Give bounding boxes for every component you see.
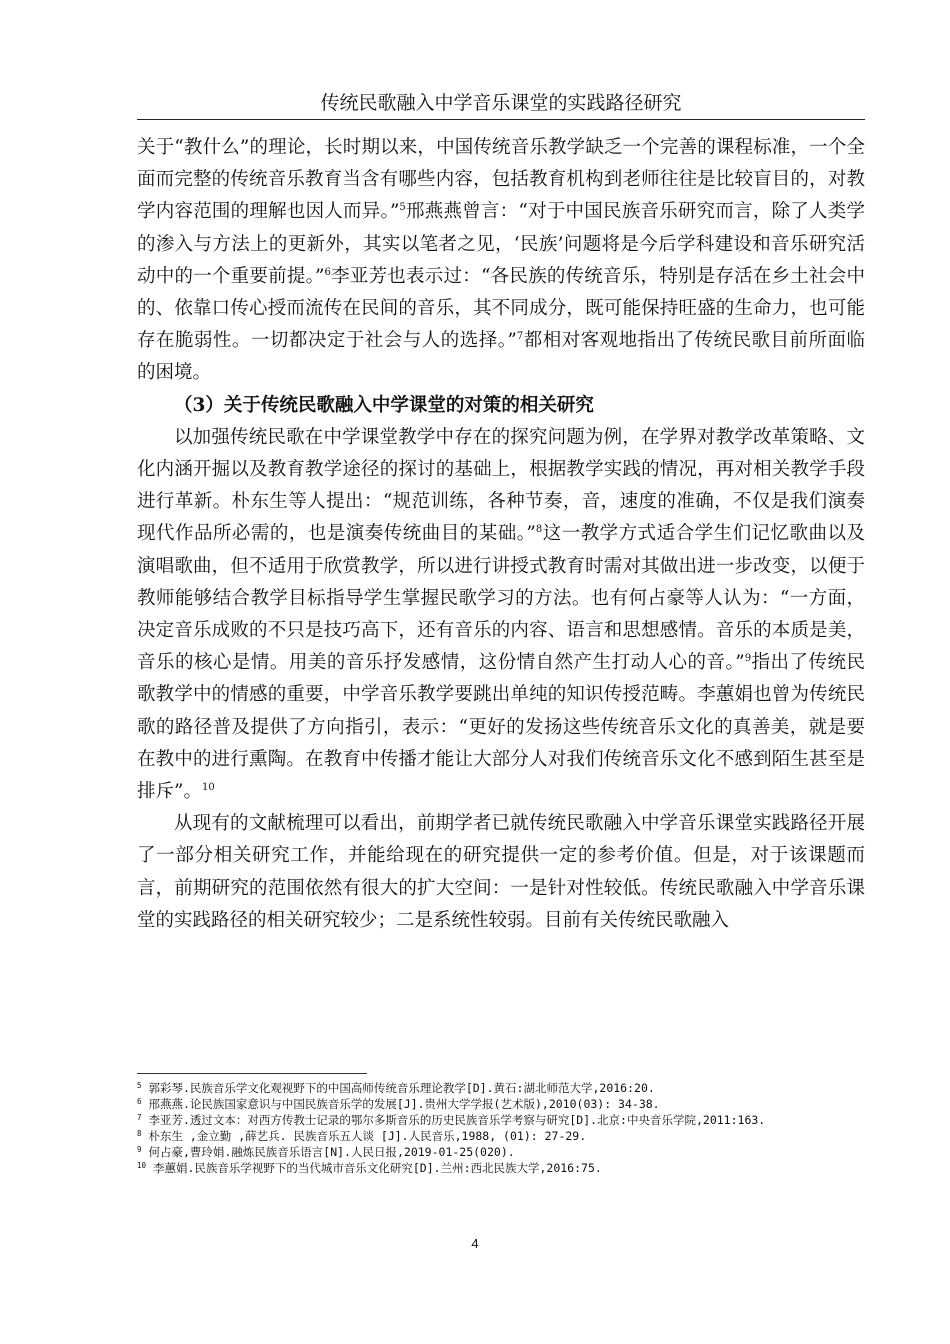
footnote-8: $^8$ 朴东生 ,金立勤 ,薛艺兵. 民族音乐五人谈 [J].人民音乐,1988, (01): 27-29.	[137, 1129, 587, 1143]
page-number: 4	[471, 1236, 479, 1251]
header-rule	[137, 119, 865, 120]
paragraph-1: 关于“教什么”的理论，长时期以来，中国传统音乐教学缺乏一个完善的课程标准，一个全面而完整的传统音乐教育当含有哪些内容，包括教育机构到老师往往是比较盲目的，对教学内容范围的理解也因人而异。”$^5$邢燕燕曾言：“对于中国民族音乐研究而言，除了人类学的渗入与方法上的更新外，其实以笔者之见，‘民族’问题将是今后学科建设和音乐研究活动中的一个重要前提。”$^6$李亚芳也表示过：“各民族的传统音乐，特别是存活在乡土社会中的、依靠口传心授而流传在民间的音乐，其不同成分，既可能保持旺盛的生命力，也可能存在脆弱性。一切都决定于社会与人的选择。”$^7$都相对客观地指出了传统民歌目前所面临的困境。	[137, 137, 865, 384]
footnote-6: $^6$ 邢燕燕.论民族国家意识与中国民族音乐学的发展[J].贵州大学学报(艺术版),2010(03): 34-38.	[137, 1097, 660, 1111]
paragraph-3: 从现有的文献梳理可以看出，前期学者已就传统民歌融入中学音乐课堂实践路径开展了一部分相关研究工作，并能给现在的研究提供一定的参考价值。但是，对于该课题而言，前期研究的范围依然有很大的扩大空间：一是针对性较低。传统民歌融入中学音乐课堂的实践路径的相关研究较少；二是系统性较弱。目前有关传统民歌融入	[137, 813, 865, 931]
footnote-ref-6[interactable]: 6	[324, 266, 331, 278]
footnote-rule	[137, 1073, 367, 1074]
footnote-ref-10[interactable]: 10	[201, 782, 215, 794]
section-subheading: （3）关于传统民歌融入中学课堂的对策的相关研究	[174, 394, 594, 416]
footnote-5: $^5$ 郭彩琴.民族音乐学文化观视野下的中国高师传统音乐理论教学[D].黄石:湖北师范大学,2016:20.	[137, 1081, 655, 1095]
footnote-ref-7[interactable]: 7	[516, 331, 524, 343]
body-text	[137, 132, 865, 937]
footnotes	[137, 1080, 865, 1176]
footnote-10: $^{10}$ 李蕙娟.民族音乐学视野下的当代城市音乐文化研究[D].兰州:西北民族大学,2016:75.	[137, 1161, 602, 1175]
footnote-ref-8[interactable]: 8	[535, 524, 543, 536]
running-header	[137, 90, 865, 116]
footnote-7: $^7$ 李亚芳.透过文本：对西方传教士记录的鄂尔多斯音乐的历史民族音乐学考察与研究[D].北京:中央音乐学院,2011:163.	[137, 1113, 766, 1127]
running-header-title: 传统民歌融入中学音乐课堂的实践路径研究	[320, 92, 682, 114]
footnote-ref-9[interactable]: 9	[744, 653, 752, 665]
footnote-ref-5[interactable]: 5	[399, 202, 406, 214]
footnote-9: $^9$ 何占豪,曹玲娟.融炼民族音乐语言[N].人民日报,2019-01-25(020).	[137, 1145, 515, 1159]
paragraph-2: 以加强传统民歌在中学课堂教学中存在的探究问题为例，在学界对教学改革策略、文化内涵开掘以及教育教学途径的探讨的基础上，根据教学实践的情况，再对相关教学手段进行革新。朴东生等人提出：“规范训练，各种节奏，音，速度的准确，不仅是我们演奏现代作品所必需的，也是演奏传统曲目的某础。”$^8$这一教学方式适合学生们记忆歌曲以及演唱歌曲，但不适用于欣赏教学，所以进行讲授式教育时需对其做出进一步改变，以便于教师能够结合教学目标指导学生掌握民歌学习的方法。也有何占豪等人认为：“一方面，决定音乐成败的不只是技巧高下，还有音乐的内容、语言和思想感情。音乐的本质是美，音乐的核心是情。用美的音乐抒发感情，这份情自然产生打动人心的音。”$^9$指出了传统民歌教学中的情感的重要，中学音乐教学要跳出单纯的知识传授范畴。李蕙娟也曾为传统民歌的路径普及提供了方向指引，表示：“更好的发扬这些传统音乐文化的真善美，就是要在教中的进行熏陶。在教育中传播才能让大部分人对我们传统音乐文化不感到陌生甚至是排斥”。$^{10}$	[137, 426, 865, 803]
